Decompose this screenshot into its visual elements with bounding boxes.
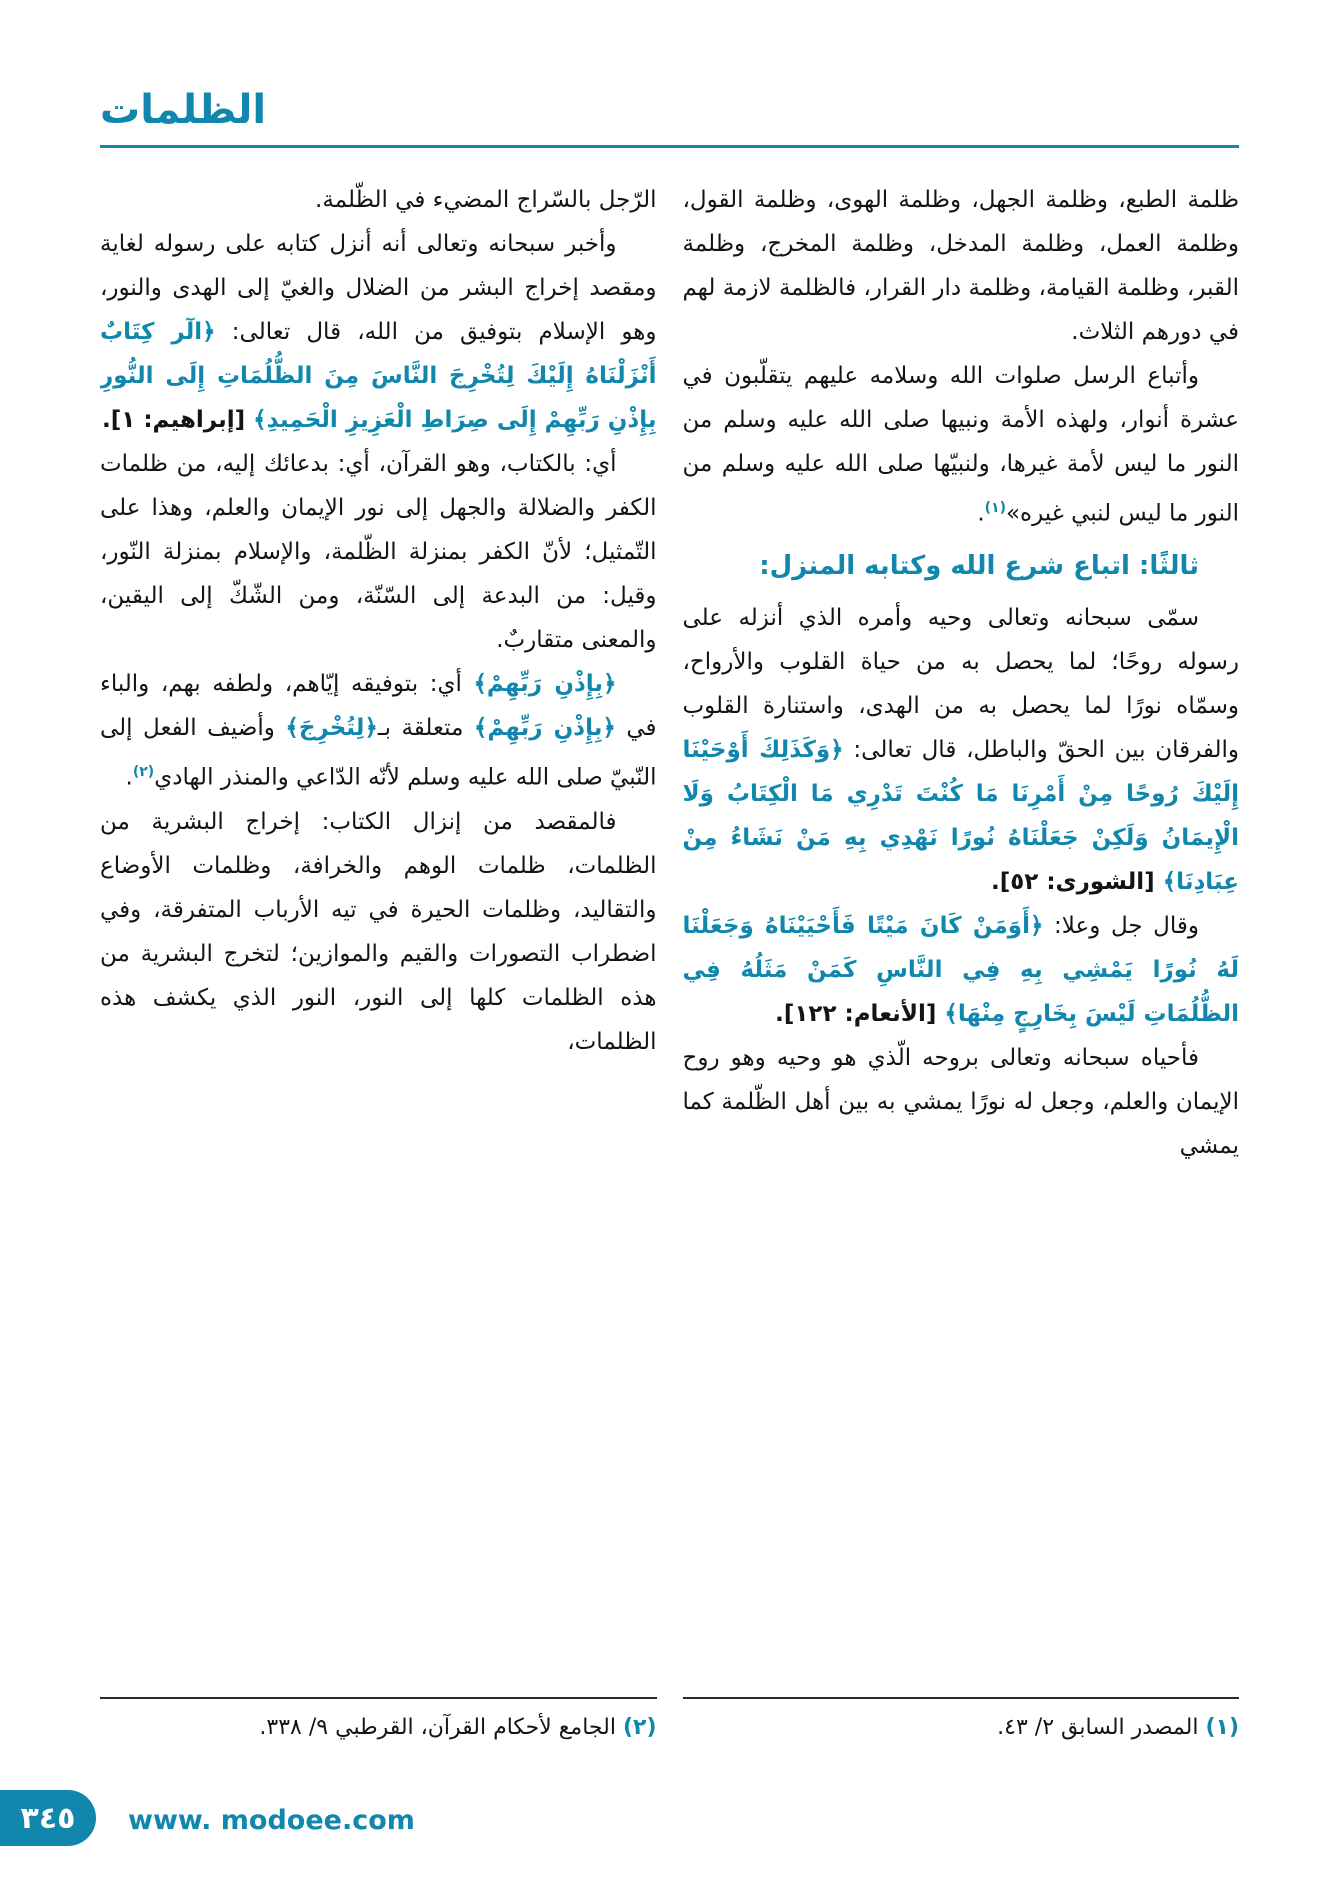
paragraph [100,800,657,1064]
paragraph [683,1036,1240,1168]
text-segment: فأحياه سبحانه وتعالى بروحه الّذي هو وحيه وهو روح الإيمان والعلم، وجعل له نورًا يمشي به بين أهل الظّلمة كما يمشي [682,1044,1239,1159]
text-segment: سمّى سبحانه وتعالى وحيه وأمره الذي أنزله على رسوله روحًا؛ لما يحصل به من حياة القلوب والأرواح، وسمّاه نورًا لما يحصل به من الهدى، واستنارة القلوب والفرقان بين الحقّ والباطل، قال تعالى: [682,604,1239,763]
text-segment: متعلقة بـ [377,715,474,741]
footnote-ref: (١) [984,500,1006,516]
verse-reference: [الشورى: ٥٢]. [990,868,1163,895]
text-segment: . [977,500,985,527]
paragraph [683,596,1240,904]
text-segment: فالمقصد من إنزال الكتاب: إخراج البشرية من الظلمات، ظلمات الوهم والخرافة، وظلمات الأوضاع والتقاليد، وظلمات الحيرة في تيه الأرباب المتفرقة، وفي اضطراب التصورات والقيم والموازين؛ لتخرج البشرية من هذه الظلمات كلها إلى النور، النور الذي يكشف هذه الظلمات، [100,808,657,1055]
header-rule [100,145,1239,148]
text-segment: وأتباع الرسل صلوات الله وسلامه عليهم يتقلّبون في عشرة أنوار، ولهذه الأمة ونبيها صلى الله عليه وسلم من النور ما ليس لأمة غيرها، ولنبيّها صلى الله عليه وسلم من النور ما ليس لنبي غيره» [682,363,1239,527]
section-heading [683,544,1240,588]
footnote-1-marker: (١) [1205,1715,1239,1740]
paragraph [683,178,1240,354]
footnote-2-text [100,1711,657,1744]
footnotes [100,1697,1239,1744]
quran-verse: ﴿بِإِذْنِ رَبِّهِمْ﴾ [473,671,617,697]
quran-verse: ﴿وَكَذَلِكَ أَوْحَيْنَا إِلَيْكَ رُوحًا مِنْ أَمْرِنَا مَا كُنْتَ تَدْرِي مَا الْكِتَابُ وَلَا الْإِيمَانُ وَلَكِنْ جَعَلْنَاهُ نُورًا نَهْدِي بِهِ مَنْ نَشَاءُ مِنْ عِبَادِنَا﴾ [682,736,1239,895]
footnote-separator [100,1697,657,1699]
footnote-2-marker: (٢) [622,1715,657,1740]
text-segment: وأخبر سبحانه وتعالى أنه أنزل كتابه على رسوله لغاية ومقصد إخراج البشر من الضلال والغيّ إلى الهدى والنور، وهو الإسلام بتوفيق من الله، قال تعالى: [100,231,657,345]
text-columns [100,178,1239,1683]
paragraph [100,178,657,222]
footnote-2 [100,1697,657,1744]
quran-verse: ﴿لِتُخْرِجَ﴾ [285,715,378,741]
footnote-ref: (٢) [132,764,155,780]
text-segment: ظلمة الطبع، وظلمة الجهل، وظلمة الهوى، وظلمة القول، وظلمة العمل، وظلمة المدخل، وظلمة المخرج، وظلمة القبر، وظلمة القيامة، وظلمة دار القرار، فالظلمة لازمة لهم في دورهم الثلاث. [682,187,1239,345]
footnote-2-body: الجامع لأحكام القرآن، القرطبي ٩/ ٣٣٨. [259,1715,616,1740]
column-right [683,178,1240,1683]
paragraph [683,354,1240,536]
quran-verse: ﴿بِإِذْنِ رَبِّهِمْ﴾ [473,715,616,741]
text-segment: ثالثًا: اتباع شرع الله وكتابه المنزل: [759,550,1199,581]
column-left [100,178,657,1683]
text-segment: أي: بتوفيقه إيّاهم، ولطفه بهم، والباء في [100,671,657,741]
paragraph [100,662,657,800]
verse-reference: [إبراهيم: ١]. [102,407,254,433]
paragraph [100,442,657,662]
verse-reference: [الأنعام: ١٢٢]. [775,1000,945,1027]
text-segment: وأضيف الفعل إلى النّبيّ صلى الله عليه وسلم لأنّه الدّاعي والمنذر الهادي [100,715,657,791]
paragraph [100,222,657,442]
text-segment: وقال جل وعلا: [1043,912,1199,939]
quran-verse: ﴿الٓر كِتَابٌ أَنْزَلْنَاهُ إِلَيْكَ لِتُخْرِجَ النَّاسَ مِنَ الظُّلُمَاتِ إِلَى النُّورِ بِإِذْنِ رَبِّهِمْ إِلَى صِرَاطِ الْعَزِيزِ الْحَمِيدِ﴾ [100,319,657,433]
page-number-badge [0,1790,96,1846]
footnote-separator [683,1697,1240,1699]
footnote-1-text [683,1711,1240,1744]
website-link[interactable]: www. modoee.com [128,1805,415,1836]
page-title: الظلمات [100,87,267,133]
text-segment: . [125,764,133,791]
quran-verse: ﴿أَوَمَنْ كَانَ مَيْتًا فَأَحْيَيْنَاهُ وَجَعَلْنَا لَهُ نُورًا يَمْشِي بِهِ فِي النَّاسِ كَمَنْ مَثَلُهُ فِي الظُّلُمَاتِ لَيْسَ بِخَارِجٍ مِنْهَا﴾ [682,912,1239,1027]
page-number: ٣٤٥ [20,1800,76,1836]
footnote-1-body: المصدر السابق ٢/ ٤٣. [997,1715,1199,1740]
paragraph [683,904,1240,1036]
text-segment: أي: بالكتاب، وهو القرآن، أي: بدعائك إليه، من ظلمات الكفر والضلالة والجهل إلى نور الإيمان والعلم، وهذا على التّمثيل؛ لأنّ الكفر بمنزلة الظّلمة، والإسلام بمنزلة النّور، وقيل: من البدعة إلى السّنّة، ومن الشّكّ إلى اليقين، والمعنى متقاربٌ. [100,451,657,653]
footnote-1 [683,1697,1240,1744]
text-segment: الرّجل بالسّراج المضيء في الظّلمة. [315,187,657,213]
